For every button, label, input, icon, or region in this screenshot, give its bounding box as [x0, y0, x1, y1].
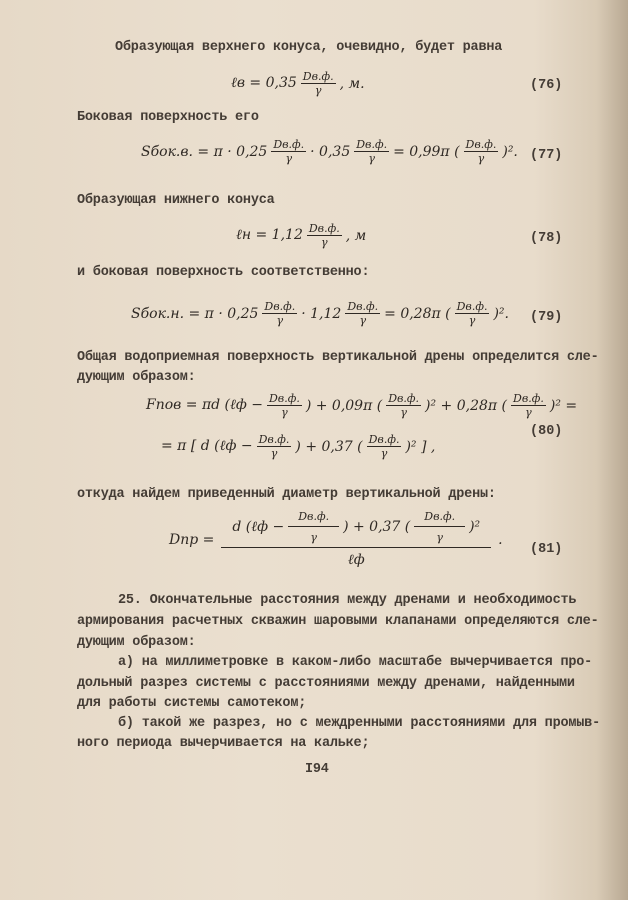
fraction-numerator: Dв.ф. [258, 433, 290, 446]
formula-80-line-1 [145, 392, 578, 419]
fraction-denominator: γ [314, 84, 322, 97]
fraction-denominator: γ [270, 447, 278, 460]
fraction-numerator: Dв.ф. [388, 392, 420, 405]
formula-term: , м. [339, 75, 365, 92]
formula-term: Fпов = πd (ℓф − [146, 397, 263, 413]
equation-number: (76) [530, 78, 563, 93]
fraction-denominator: γ [310, 531, 317, 544]
formula-term: · 1,12 [301, 305, 342, 322]
formula-fraction [386, 392, 421, 419]
text-line: ного периода вычерчивается на кальке; [77, 736, 370, 751]
fraction-numerator: Dв.ф. [368, 433, 400, 446]
fraction-denominator: γ [468, 314, 476, 327]
text-line: дующим образом: [77, 370, 196, 385]
formula-term: )². [493, 305, 509, 322]
formula-fraction [288, 510, 339, 544]
fraction-numerator: Dв.ф. [456, 300, 488, 313]
formula-81 [168, 510, 504, 569]
formula-fraction [262, 300, 297, 327]
formula-fraction [464, 138, 499, 165]
fraction-numerator: Dв.ф. [414, 510, 465, 527]
equation-number: (78) [530, 231, 563, 246]
text-line: армирования расчетных скважин шаровыми клапанами определяются сле- [77, 614, 599, 629]
formula-term: )² [469, 519, 481, 535]
formula-term: = 0,99π ( [393, 143, 460, 160]
text-line: а) на миллиметровке в каком-либо масштабе вычерчивается про- [118, 655, 593, 670]
formula-term: Sбок.в. = π · 0,25 [141, 143, 268, 160]
formula-term: ℓв = 0,35 [231, 75, 297, 91]
formula-fraction [414, 510, 465, 544]
text-line: для работы системы самотеком; [77, 696, 307, 711]
fraction-denominator: γ [368, 152, 375, 165]
fraction-denominator: γ [359, 314, 367, 327]
text-line: Образующая верхнего конуса, очевидно, будет равна [115, 40, 503, 55]
fraction-denominator: γ [285, 152, 293, 165]
equation-number: (81) [530, 542, 563, 557]
text-line: 25. Окончательные расстояния между дренами и необходимость [118, 593, 577, 608]
equation-number: (77) [530, 148, 563, 163]
formula-term: d (ℓф − [232, 518, 285, 535]
fraction-denominator: γ [380, 447, 388, 460]
equation-number: (79) [530, 310, 563, 325]
formula-fraction [301, 70, 336, 97]
formula-term: = π [ d (ℓф − [161, 438, 253, 454]
fraction-numerator: Dв.ф. [288, 510, 339, 527]
text-line: Образующая нижнего конуса [77, 193, 275, 208]
page-number: I94 [305, 762, 329, 777]
formula-78 [235, 222, 367, 249]
formula-term: , м [345, 227, 367, 244]
formula-term: · 0,35 [310, 143, 351, 160]
formula-81-fraction [221, 510, 491, 569]
text-line: Боковая поверхность его [77, 110, 259, 125]
fraction-denominator: γ [320, 236, 328, 249]
formula-fraction [271, 138, 306, 165]
formula-81-numerator [221, 510, 491, 548]
fraction-numerator: Dв.ф. [356, 138, 388, 151]
fraction-denominator: γ [400, 406, 407, 419]
formula-term: ) + 0,37 ( [343, 519, 411, 535]
text-line: дующим образом: [77, 635, 196, 650]
fraction-numerator: Dв.ф. [308, 222, 340, 235]
fraction-denominator: γ [436, 531, 443, 544]
text-line: откуда найдем приведенный диаметр вертикальной дрены: [77, 487, 496, 502]
formula-76 [230, 70, 366, 97]
formula-80-line-2 [160, 433, 436, 460]
formula-79 [130, 300, 510, 327]
formula-81-lhs: Dпр = [169, 531, 215, 548]
formula-term: ) + 0,37 ( [295, 438, 363, 455]
formula-fraction [257, 433, 292, 460]
formula-81-end: . [498, 531, 503, 548]
fraction-numerator: Dв.ф. [347, 300, 379, 313]
formula-fraction [511, 392, 546, 419]
fraction-numerator: Dв.ф. [273, 138, 305, 151]
text-line: и боковая поверхность соответственно: [77, 265, 370, 280]
formula-term: )² = [549, 397, 578, 414]
formula-fraction [345, 300, 380, 327]
fraction-numerator: Dв.ф. [513, 392, 544, 405]
formula-fraction [267, 392, 302, 419]
formula-term: )² ] , [405, 438, 436, 455]
fraction-numerator: Dв.ф. [302, 70, 334, 83]
fraction-numerator: Dв.ф. [268, 392, 300, 405]
fraction-denominator: γ [281, 406, 288, 419]
equation-number: (80) [530, 424, 563, 439]
formula-fraction [354, 138, 389, 165]
fraction-numerator: Dв.ф. [465, 138, 497, 151]
text-line: Общая водоприемная поверхность вертикальной дрены определится сле- [77, 350, 599, 365]
formula-fraction [455, 300, 490, 327]
formula-term: = 0,28π ( [384, 305, 451, 322]
fraction-denominator: γ [477, 152, 485, 165]
formula-term: )². [502, 143, 518, 160]
formula-term: ) + 0,09π ( [305, 397, 383, 414]
formula-fraction [307, 222, 342, 249]
formula-term: ℓн = 1,12 [236, 227, 303, 243]
formula-term: Sбок.н. = π · 0,25 [131, 305, 259, 322]
formula-fraction [367, 433, 402, 460]
text-line: дольный разрез системы с расстояниями между дренами, найденными [77, 676, 575, 691]
fraction-denominator: γ [525, 406, 532, 419]
fraction-numerator: Dв.ф. [264, 300, 296, 313]
fraction-denominator: γ [276, 314, 284, 327]
formula-77 [140, 138, 519, 165]
text-line: б) такой же разрез, но с междренными расстояниями для промыв- [118, 716, 600, 731]
formula-81-denominator: ℓф [347, 552, 365, 568]
formula-term: )² + 0,28π ( [425, 397, 508, 414]
